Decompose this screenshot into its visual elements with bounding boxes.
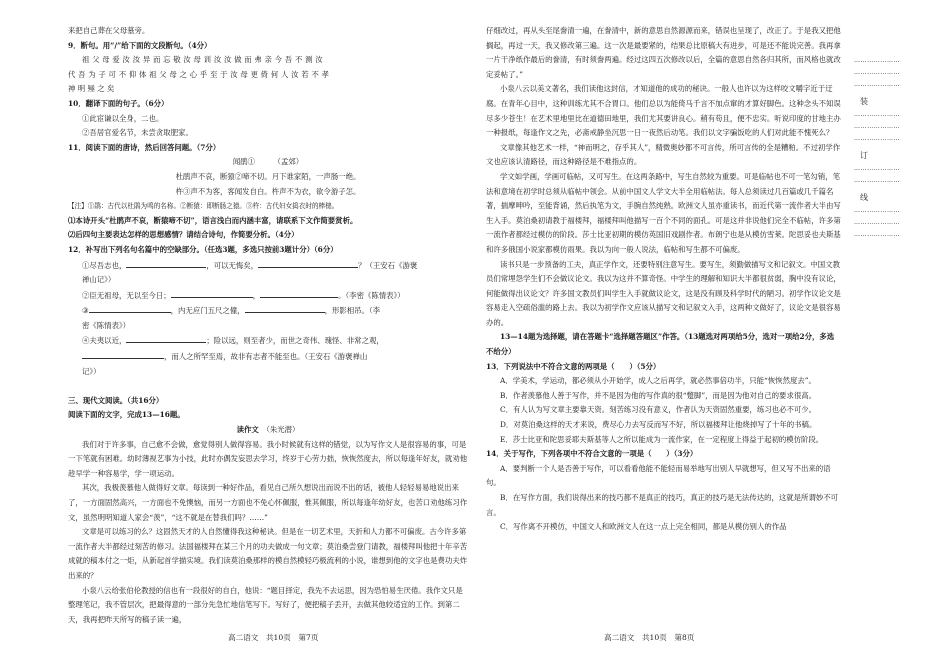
q12-item (68, 349, 468, 365)
q12-text: 。（李密《陈情表》） (338, 290, 405, 300)
q12-text: ④夫夷以近， (82, 336, 127, 346)
binding-ding: 订 (860, 151, 868, 160)
binding-zhuang: 装 (860, 97, 868, 106)
option: C．有人认为写文章主要靠天资。刻苦练习没有意义，作者认为天资固然重要，练习也必不可少。 (500, 405, 817, 415)
q12-text: ①尽吾志也， (82, 260, 127, 270)
option: B．在写作方面，我们说得出来的技巧都不是真正的技巧，真正的技巧是无法传达的，这就是所谓妙不可言。 (486, 493, 839, 517)
question-14: 14．关于写作，下列各项中不符合文意的一项是（ ）（3分） (486, 449, 698, 459)
q12-item: 记》） (82, 366, 101, 376)
poem-note: 【注】①鹃：古代以杜鹃为鸣的名称。②断猿：即断肠之猿。③杵：古代妇女捣衣时的棒槌。 (68, 202, 339, 211)
essay-title: 读作文 (236, 425, 259, 435)
q12-text: ③ (82, 306, 89, 316)
option: A．要判断一个人是否善于写作，可以看看他能不能轻而易举地写出别人早就想写，但又写不出来的语句。 (486, 463, 831, 488)
left-column (68, 24, 468, 627)
q12-text: ②臣无祖母，无以至今日； (82, 290, 171, 300)
q12-item (68, 288, 468, 304)
essay-paragraph: 文章是可以练习的么？这固然天才的人自然懂得我这种秘诀。但是在一切艺术里，天折和人力都不可偏废。古今许多第一流作者大半都经过刻苦的修习。法国福楼拜在某三个月的功夫做成一句文章；莫泊桑尝登门请教，福楼拜叫他把十年辛苦成就的稿本付之一炬，从新起首学描实境。我们读莫泊桑那样的模自然模轻巧极流利的小说，谁想到他的文字也是费功夫炸出来的？ (68, 527, 468, 580)
option: B．作者羡慕他人善于写作，并不是因为他的写作真的很“蹩脚”，而是因为他对自己的要求很高。 (500, 390, 817, 400)
poem-author: （孟郊） (277, 157, 304, 167)
dotted-line: ………………… (854, 81, 901, 88)
essay-paragraph: 读书只是一步预备的工夫，真正学作文，还要特别注意写生。要写生，须勤做描写文和记叙文。中国文教员们常埋怨学生们不会做议论文。我以为这并不算奇怪。中学生的理解和知识大半都很贫弱，胸中没有议论，何能做得出议论文？许多国文教员们叫学生入手就做议论文，这是没有顾及科学时代的陋习。初学作议论文是容易走入空疏俗滥的路上去。我以为初学作文应该从描写文和记叙文入手，这两种文做好了，议论文是很容易办的。 (486, 259, 841, 327)
q12-item: 密《陈情表》） (82, 320, 131, 330)
dotted-line: ………………… (854, 57, 901, 64)
essay-paragraph: 小泉八云给张伯伦教授的信也有一段很好的自白，他说：“题目择定，我先不去运思，因为恐怕易生厌倦。我作文只是整理笔记，我不管层次，把最得意的一部分先急忙地信笔写下。写好了，便把稿子丢开，去做其他较适宜的工作。到第二天，我再把昨天所写的稿子读一遍， (68, 585, 463, 624)
q12-text: ，而人之所罕至焉，故非有志者不能至也。（王安石《游褒禅山 (164, 352, 368, 362)
q12-text: ， (252, 290, 261, 300)
q9-text: 代 吾 为 子 可 不 仰 体 祖 父 母 之 心 乎 至 于 汝 母 更 倚 何 人 汝 若 不 孝 (68, 69, 330, 79)
blank-line (258, 258, 358, 268)
q10-item: ②吾居官爱名节，未尝贪取肥家。 (82, 128, 193, 138)
question-10: 10．翻译下面的句子。（6分） (68, 98, 169, 108)
option: C．写作离不开模仿，中国文人和欧洲文人在这一点上完全相同，都是从模仿别人的作品 (500, 522, 787, 532)
question-11: 11．阅读下面的唐诗，然后回答问题。（7分） (68, 142, 221, 152)
blank-line (260, 288, 338, 298)
q9-text: 神 明 殛 之 矣 (68, 84, 115, 94)
q12-item (68, 303, 468, 319)
right-column (486, 24, 841, 535)
essay-paragraph: 学文如学画，学画可临帖，又可写生。在这两条路中，写生自然较为重要。可是临帖也不可一笔勾销，笔法和意境在初学时总须从临帖中领会。从前中国文人学文大半全用临帖法。每人总须读过几百篇或几千篇名著，揣摩呻吟，至能背诵，然后执笔为文，手腕自然纯熟。欧洲文人虽亦重读书，而近代第一流作者大半由写生入手。莫泊桑初请教于福楼拜，福楼拜叫他描写一百个不同的面孔。可是这并非说他们完全不临帖，许多第一流作者都经过模仿的阶段。莎士比亚初期的模仿英国旧戏剧作者。布朗宁也是从模仿雪莱。陀思妥也夫斯基和许多俄国小说家都模仿雨果。我以为向一般人说法，临帖和写生都不可偏废。 (486, 171, 841, 254)
essay-paragraph: 小泉八云以美文著名，我们读他这封信，才知道他的成功的秘诀。一般人也许以为这样咬文嚼字近于迂腐。在青年心目中，这种训练尤其不合胃口。他们总以为能倚马千言不加点窜的才算好脚色。这种念头不知误尽多少苍生！在艺术里地里比在道德田地里，我们尤其要讲良心。稍有苟且，便不忠实。听说印度的甘地主办一种报纸，每逢作文之先，必斋戒静坐沉思一日一夜然后动笔。我们以文字骗饭吃的人们对此能不愧死么？ (486, 84, 841, 138)
question-12: 12．补写出下列名句名篇中的空缺部分。（任选3题，多选只按前3题计分）（6分） (68, 244, 338, 254)
q10-item: ①此宦谦以全身，二也。 (82, 113, 164, 123)
essay-paragraph: 文章像其他艺术一样，“神而明之，存乎其人”，精微奥妙都不可言传，所可言传的全是糟粕。不过初学作文也应该认清路径，而这种路径是不难指点的。 (486, 142, 841, 167)
option: E．莎士比亚和陀思妥耶夫斯基等人之所以能成为一流作家，在一定程度上得益于起初的模仿阶段。 (500, 434, 824, 444)
q12-text: ，可以无悔矣， (206, 260, 259, 270)
dotted-line: ………………… (854, 135, 901, 142)
q12-item (68, 333, 468, 349)
instructions: 13—14题为选择题，请在答题卡“选择题答题区”作答。（13题选对两项给5分，选对一项给2分，多选不给分） (486, 332, 835, 357)
blank-line (89, 303, 171, 313)
q11-sub: ⑵后四句主要表达怎样的思想感情？请结合诗句，作简要分析。（4分） (68, 230, 299, 240)
q12-text: ？（王安石《游褒 (358, 260, 418, 270)
dotted-line: ………………… (854, 69, 901, 76)
poem-line: 杵③声不为客，客闻发自白。杵声不为衣，欲令游子怎。 (175, 186, 361, 196)
blank-line (126, 333, 206, 343)
poem-line: 杜鹃声不哀，断猿②啼不切。月下谁家陌，一声肠一绝。 (175, 171, 361, 181)
para: 来把自己葬在父母墓旁。 (68, 26, 150, 35)
page-number-left: 高二语文 共10页 第7页 (228, 633, 319, 642)
binding-xian: 线 (860, 193, 868, 202)
blank-line (171, 288, 253, 298)
dotted-line: ………………… (854, 207, 901, 214)
essay-heading (68, 423, 468, 438)
q9-text: 祖 父 母 爱 汝 汝 异 而 忘 敬 汝 母 训 汝 汝 做 而 弗 亲 今 吾 不 测 汝 (82, 55, 323, 65)
q12-text: ，内无应门五尺之僮， (170, 306, 245, 316)
poem-title (68, 155, 468, 170)
q12-text: ，形影相吊。（李 (324, 306, 380, 316)
question-9: 9．断句。用“/”给下面的文段断句。（4分） (68, 40, 212, 50)
blank-line (126, 258, 206, 268)
dotted-line: ………………… (854, 111, 901, 118)
essay-paragraph: 我们对于许多事，自己愈不会做，愈觉得别人做得容易。我小时候就有这样的错觉，以为写作文人是很容易的事，可是一下笔就有困难。幼时薄视艺事为小技，此时亦偶发妄思去学习，终岁于心劳力拙，恢恢然度去，所以每逢年好友，就劝他趁早学一种容易学，学一项运动。 (68, 439, 468, 478)
dotted-line: ………………… (854, 177, 901, 184)
q12-text: ；险以远，则至者少，而世之奇伟、瑰怪、非常之观， (206, 336, 384, 346)
spacer (68, 379, 468, 394)
option: D．对莫泊桑这样的天才来说，费尽心力去写反而写不好，所以福楼拜让他烧掉写了十年的书稿。 (500, 420, 817, 430)
q11-sub: ⑴本诗开头“杜鹃声不哀，断猿啼不切”，语言浅白而内涵丰富，请联系下文作简要赏析。 (68, 215, 358, 225)
option: A．学美术，学运动，都必须从小开始学，成人之后再学，就必然事倍功半，只能“恢恢然度去”。 (500, 376, 816, 386)
section-3-heading: 三、现代文阅读。（共16分） (68, 395, 164, 405)
dotted-line: ………………… (854, 231, 901, 238)
poem-title-text: 闻鹃① (232, 157, 256, 167)
essay-paragraph: 仔细改过，再从头至尾誊清一遍，在誊清中，新的意思自然源源而来，错误也呈现了，改正了。于是我又把他搁起，再过一天，我又修改第三遍。这一次是最要紧的，结果总比原稿大有进步，可是还不能说完善。我再拿一片干净纸作最后的誊清，有时须誊两遍。经过这四五次修改以后，全篇的意思自然各归其所，而风格也就改定妥帖了。” (486, 26, 841, 79)
blank-line (245, 303, 325, 313)
question-13: 13．下列说法中不符合文意的两项是（ ）（5分） (486, 361, 661, 371)
dotted-line: ………………… (854, 219, 901, 226)
blank-line (82, 349, 164, 359)
dotted-line: ………………… (854, 123, 901, 130)
dotted-line: ………………… (854, 165, 901, 172)
essay-author: （朱光潜） (266, 425, 300, 435)
essay-paragraph: 其次，我极羡慕他人做得好文章。每读到一种好作品，看见自己所久想说出而说不出的话，被他人轻轻易易地说出来了，一方面固然高兴，一方面也不免懊恼，而另一方面也不免心怀佩服，惟其佩服，所以每逢年幼好友，也苦口劝他练习作文，虽然明明知道人家会“羡”，“这不就是在替我们吗？……” (68, 483, 468, 522)
q12-item (68, 258, 468, 274)
page-number-right: 高二语文 共10页 第8页 (604, 633, 695, 642)
binding-line (854, 50, 901, 260)
section-3-sub: 阅读下面的文字，完成13—16题。 (68, 410, 185, 420)
q12-item: 禅山记》） (82, 275, 116, 285)
